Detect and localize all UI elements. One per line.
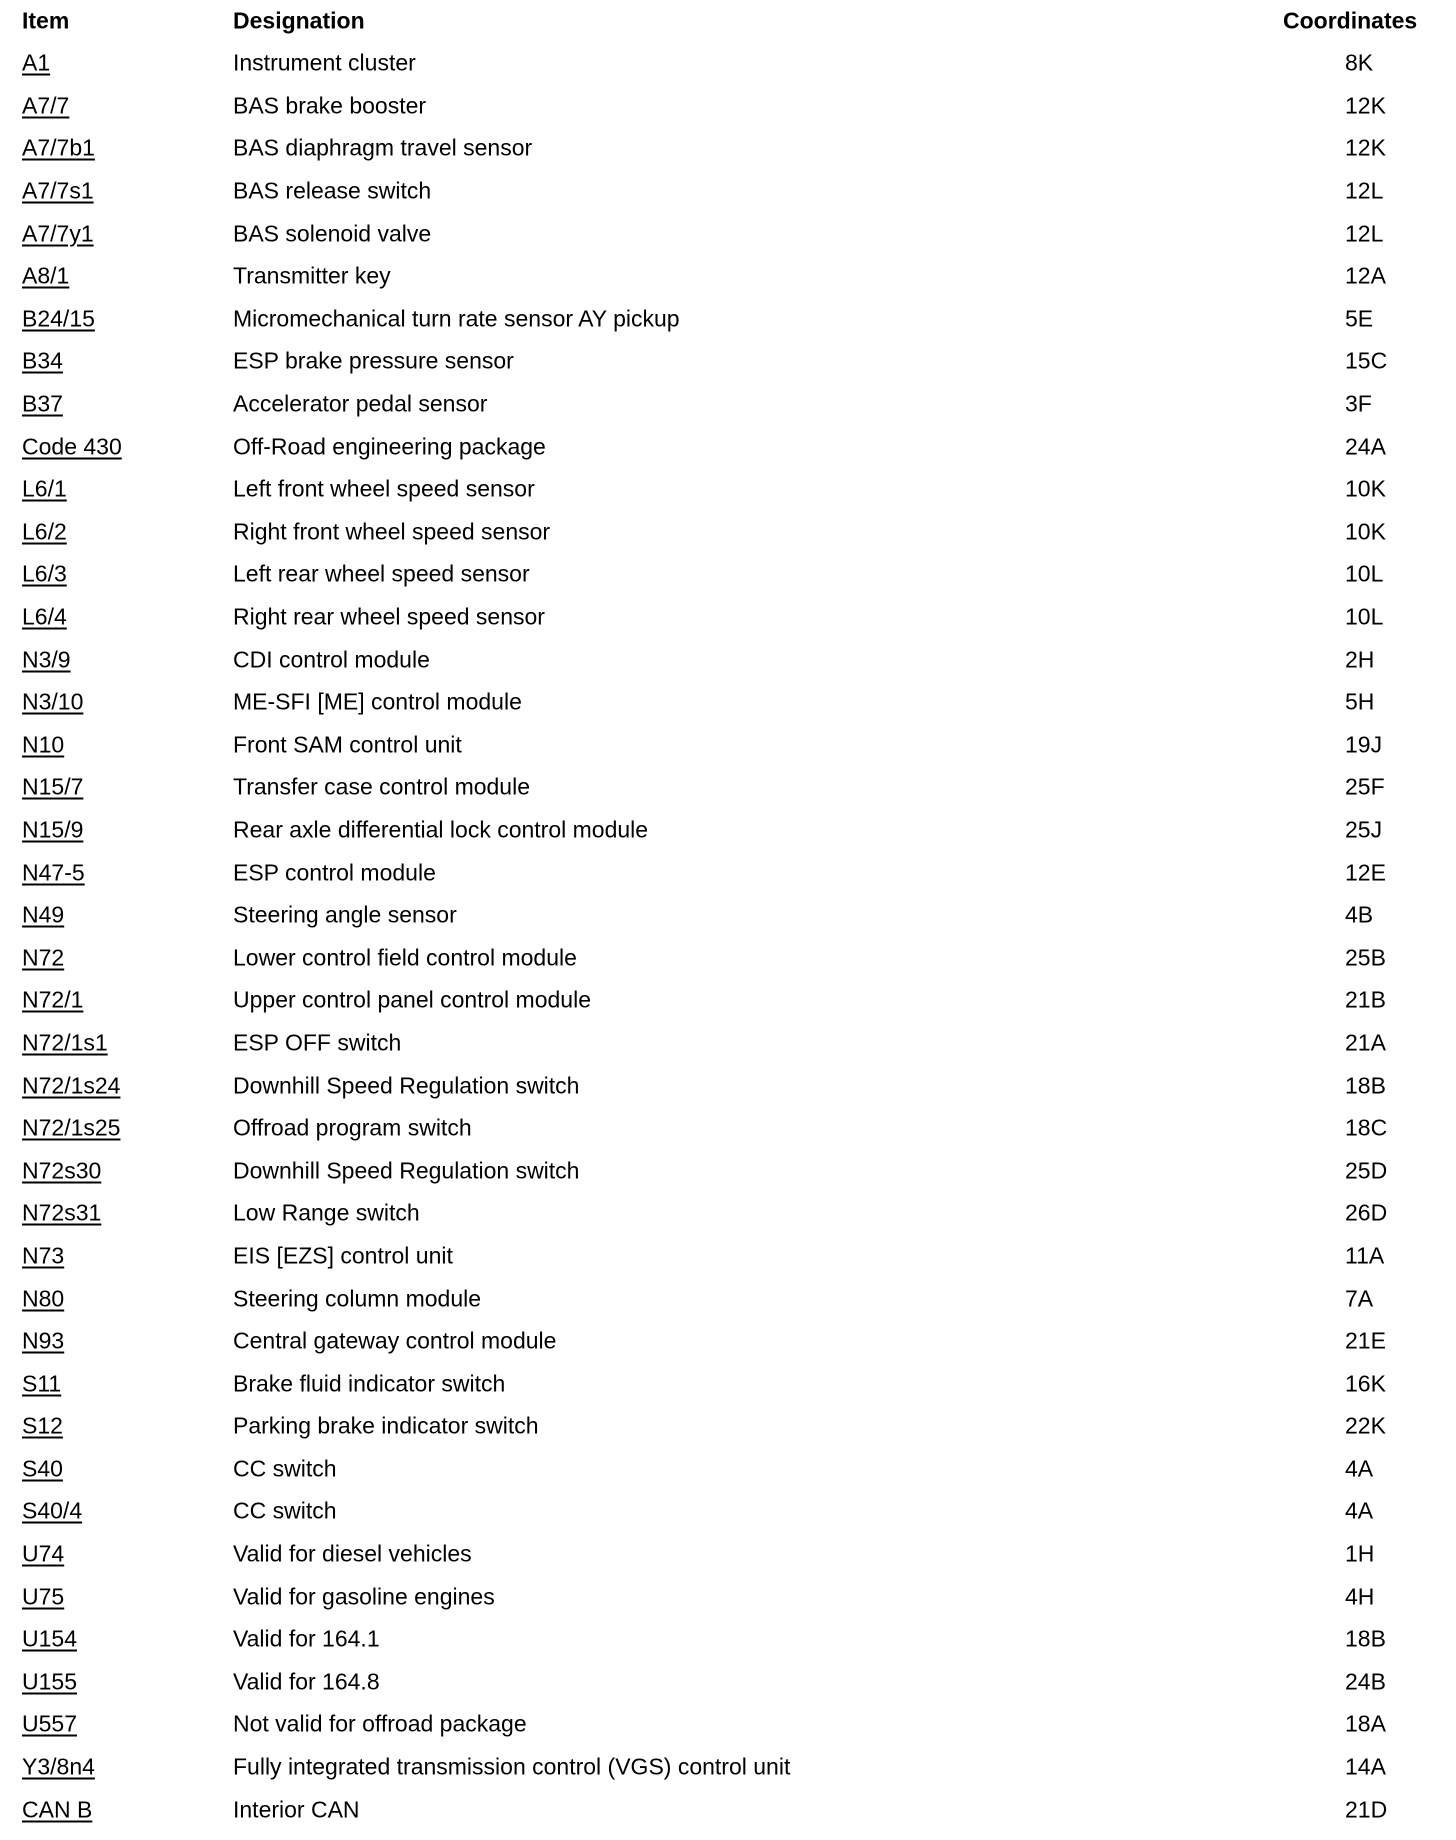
item-link[interactable]: N49 — [22, 901, 65, 928]
designation-cell: BAS solenoid valve — [233, 220, 432, 247]
table-row — [0, 511, 1456, 554]
table-row — [0, 1362, 1456, 1405]
item-link[interactable]: N47-5 — [22, 859, 85, 886]
designation-cell: Accelerator pedal sensor — [233, 390, 488, 417]
table-row — [0, 1533, 1456, 1576]
item-link[interactable]: N72/1s24 — [22, 1072, 121, 1099]
item-cell — [22, 134, 95, 161]
table-row — [0, 340, 1456, 383]
item-cell — [22, 390, 63, 417]
table-row — [0, 1448, 1456, 1491]
coordinates-cell: 14A — [1345, 1753, 1386, 1780]
designation-cell: Off-Road engineering package — [233, 433, 546, 460]
coordinates-cell: 8K — [1345, 49, 1374, 76]
table-row — [0, 1405, 1456, 1448]
item-link[interactable]: U75 — [22, 1583, 65, 1610]
designation-cell: Lower control field control module — [233, 944, 577, 971]
coordinates-cell: 12K — [1345, 134, 1386, 161]
item-cell — [22, 177, 94, 204]
table-row — [0, 170, 1456, 213]
coordinates-cell: 21D — [1345, 1796, 1388, 1823]
designation-cell: Valid for diesel vehicles — [233, 1540, 472, 1567]
designation-cell: ESP brake pressure sensor — [233, 347, 514, 374]
item-link[interactable]: U74 — [22, 1540, 65, 1567]
designation-cell: Transmitter key — [233, 262, 391, 289]
designation-cell: BAS brake booster — [233, 92, 427, 119]
item-column-header: Item — [22, 7, 70, 34]
table-row — [0, 468, 1456, 511]
item-link[interactable]: A7/7b1 — [22, 134, 95, 161]
item-cell — [22, 1031, 108, 1054]
designation-cell: Valid for 164.1 — [233, 1625, 380, 1652]
coordinates-cell: 12A — [1345, 262, 1386, 289]
designation-cell: BAS release switch — [233, 177, 432, 204]
table-row — [0, 1022, 1456, 1065]
designation-cell: EIS [EZS] control unit — [233, 1242, 453, 1269]
item-cell — [22, 648, 71, 671]
coordinates-cell: 4B — [1345, 901, 1374, 928]
item-cell — [22, 307, 95, 330]
item-cell — [22, 1159, 101, 1182]
item-cell — [22, 560, 67, 587]
designation-cell: Downhill Speed Regulation switch — [233, 1157, 580, 1184]
item-cell — [22, 94, 69, 117]
item-link[interactable]: N10 — [22, 731, 65, 758]
item-link[interactable]: B34 — [22, 347, 63, 374]
item-cell — [22, 1287, 64, 1310]
item-link[interactable]: N72/1s1 — [22, 1029, 108, 1056]
designation-cell: Valid for 164.8 — [233, 1668, 380, 1695]
coordinates-cell: 21B — [1345, 986, 1386, 1013]
table-row — [0, 809, 1456, 852]
item-cell — [22, 1585, 64, 1608]
coordinates-cell: 10K — [1345, 475, 1386, 502]
table-row — [0, 1661, 1456, 1704]
item-link[interactable]: N80 — [22, 1285, 65, 1312]
table-row — [0, 851, 1456, 894]
coordinates-cell: 12K — [1345, 92, 1386, 119]
designation-cell: Right rear wheel speed sensor — [233, 603, 545, 630]
designation-cell: CC switch — [233, 1455, 337, 1482]
item-link[interactable]: N72/1 — [22, 986, 84, 1013]
item-link[interactable]: N15/7 — [22, 773, 84, 800]
item-link[interactable]: L6/2 — [22, 518, 67, 545]
designation-cell: Left front wheel speed sensor — [233, 475, 535, 502]
designation-cell: Brake fluid indicator switch — [233, 1370, 506, 1397]
coordinates-cell: 12L — [1345, 220, 1384, 247]
coordinates-cell: 24B — [1345, 1668, 1386, 1695]
item-cell — [22, 262, 70, 289]
coordinates-cell: 24A — [1345, 433, 1386, 460]
table-row — [0, 1618, 1456, 1661]
designation-cell: ESP OFF switch — [233, 1029, 402, 1056]
item-cell — [22, 986, 84, 1013]
table-row — [0, 127, 1456, 170]
item-cell — [22, 861, 85, 884]
table-row — [0, 936, 1456, 979]
designation-cell: Micromechanical turn rate sensor AY pickup — [233, 305, 680, 332]
item-link[interactable]: Y3/8n4 — [22, 1753, 95, 1780]
designation-cell: Not valid for offroad package — [233, 1710, 527, 1737]
item-cell — [22, 435, 122, 458]
table-row — [0, 85, 1456, 128]
item-link[interactable]: CAN B — [22, 1796, 93, 1823]
table-row — [0, 1235, 1456, 1278]
item-cell — [22, 1199, 102, 1226]
designation-cell: Offroad program switch — [233, 1114, 472, 1141]
designation-cell: Instrument cluster — [233, 49, 416, 76]
table-body — [0, 42, 1456, 1831]
item-cell — [22, 1497, 83, 1524]
designation-cell: Upper control panel control module — [233, 986, 591, 1013]
coordinates-cell: 10K — [1345, 518, 1386, 545]
item-link[interactable]: N73 — [22, 1242, 65, 1269]
table-row — [0, 553, 1456, 596]
item-cell — [22, 688, 84, 715]
coordinates-cell: 25D — [1345, 1157, 1388, 1184]
item-cell — [22, 603, 67, 630]
item-link[interactable]: L6/1 — [22, 475, 67, 502]
item-link[interactable]: N3/9 — [22, 646, 71, 673]
designation-cell: CC switch — [233, 1497, 337, 1524]
coordinates-cell: 25J — [1345, 816, 1383, 843]
item-link[interactable]: S11 — [22, 1370, 62, 1397]
item-link[interactable]: S12 — [22, 1412, 63, 1439]
item-cell — [22, 1798, 92, 1821]
coordinates-cell: 4H — [1345, 1583, 1375, 1610]
designation-cell: Transfer case control module — [233, 773, 531, 800]
item-cell — [22, 901, 65, 928]
item-cell — [22, 818, 83, 841]
item-cell — [22, 222, 94, 245]
item-link[interactable]: S40/4 — [22, 1497, 83, 1524]
item-link[interactable]: N72s31 — [22, 1199, 102, 1226]
coordinates-cell: 18A — [1345, 1710, 1386, 1737]
coordinates-cell: 22K — [1345, 1412, 1386, 1439]
coordinates-cell: 21E — [1345, 1327, 1386, 1354]
coordinates-cell: 25F — [1345, 773, 1385, 800]
designation-cell: Interior CAN — [233, 1796, 360, 1823]
table-row — [0, 1277, 1456, 1320]
designation-cell: Parking brake indicator switch — [233, 1412, 539, 1439]
table-row — [0, 383, 1456, 426]
table-row — [0, 596, 1456, 639]
item-cell — [22, 475, 67, 502]
designation-cell: Steering column module — [233, 1285, 482, 1312]
item-link[interactable]: U155 — [22, 1668, 77, 1695]
designation-cell: ME-SFI [ME] control module — [233, 688, 522, 715]
designation-cell: Low Range switch — [233, 1199, 420, 1226]
designation-cell: Fully integrated transmission control (VGS) control unit — [233, 1753, 791, 1780]
coordinates-cell: 16K — [1345, 1370, 1386, 1397]
item-link[interactable]: N72s30 — [22, 1157, 102, 1184]
coordinates-cell: 18B — [1345, 1625, 1386, 1652]
coordinates-cell: 11A — [1345, 1242, 1385, 1269]
table-row — [0, 766, 1456, 809]
item-link[interactable]: B24/15 — [22, 305, 95, 332]
item-cell — [22, 733, 64, 756]
designation-cell: Left rear wheel speed sensor — [233, 560, 530, 587]
item-cell — [22, 946, 64, 969]
designation-cell: Right front wheel speed sensor — [233, 518, 551, 545]
designation-cell: Valid for gasoline engines — [233, 1583, 495, 1610]
table-row — [0, 1575, 1456, 1618]
designation-cell: Front SAM control unit — [233, 731, 462, 758]
item-cell — [22, 1540, 65, 1567]
table-header-row — [0, 0, 1456, 42]
designation-column-header: Designation — [233, 7, 365, 34]
table-row — [0, 1703, 1456, 1746]
table-row — [0, 42, 1456, 85]
item-link[interactable]: U154 — [22, 1625, 77, 1652]
coordinates-cell: 18C — [1345, 1114, 1388, 1141]
coordinates-cell: 12E — [1345, 859, 1386, 886]
item-cell — [22, 1074, 120, 1097]
coordinates-cell: 12L — [1345, 177, 1384, 204]
table-row — [0, 1320, 1456, 1363]
table-row — [0, 724, 1456, 767]
item-link[interactable]: L6/4 — [22, 603, 67, 630]
item-cell — [22, 1114, 121, 1141]
item-cell — [22, 1457, 63, 1480]
item-cell — [22, 1670, 77, 1693]
table-row — [0, 1490, 1456, 1533]
table-row — [0, 1788, 1456, 1831]
table-row — [0, 894, 1456, 937]
table-row — [0, 1064, 1456, 1107]
item-link[interactable]: A1 — [22, 49, 51, 76]
item-link[interactable]: N72 — [22, 944, 65, 971]
item-link[interactable]: A8/1 — [22, 262, 70, 289]
designation-cell: ESP control module — [233, 859, 436, 886]
table-row — [0, 681, 1456, 724]
item-link[interactable]: B37 — [22, 390, 63, 417]
coordinates-column-header: Coordinates — [1283, 7, 1418, 34]
table-row — [0, 638, 1456, 681]
designation-cell: Steering angle sensor — [233, 901, 457, 928]
table-row — [0, 425, 1456, 468]
designation-cell: Rear axle differential lock control module — [233, 816, 649, 843]
item-cell — [22, 1625, 77, 1652]
designation-cell: Downhill Speed Regulation switch — [233, 1072, 580, 1099]
item-link[interactable]: N72/1s25 — [22, 1114, 121, 1141]
item-link[interactable]: A7/7y1 — [22, 220, 94, 247]
coordinates-cell: 5E — [1345, 305, 1374, 332]
item-link[interactable]: N3/10 — [22, 688, 84, 715]
item-cell — [22, 1327, 65, 1354]
table-row — [0, 298, 1456, 341]
item-cell — [22, 347, 63, 374]
item-link[interactable]: A7/7s1 — [22, 177, 94, 204]
item-link[interactable]: S40 — [22, 1455, 63, 1482]
item-cell — [22, 773, 84, 800]
item-cell — [22, 520, 67, 543]
table-row — [0, 212, 1456, 255]
coordinates-cell: 10L — [1345, 603, 1384, 630]
coordinates-cell: 10L — [1345, 560, 1384, 587]
designation-cell: Central gateway control module — [233, 1327, 557, 1354]
coordinates-cell: 25B — [1345, 944, 1386, 971]
item-link[interactable]: U557 — [22, 1710, 77, 1737]
coordinates-cell: 19J — [1345, 731, 1383, 758]
item-cell — [22, 49, 51, 76]
coordinates-cell: 18B — [1345, 1072, 1386, 1099]
item-link[interactable]: L6/3 — [22, 560, 67, 587]
coordinates-cell: 21A — [1345, 1029, 1386, 1056]
table-row — [0, 979, 1456, 1022]
coordinates-cell: 4A — [1345, 1455, 1374, 1482]
item-link[interactable]: N93 — [22, 1327, 65, 1354]
coordinates-cell: 1H — [1345, 1540, 1375, 1567]
coordinates-cell: 26D — [1345, 1199, 1388, 1226]
item-link[interactable]: Code 430 — [22, 433, 122, 460]
table-row — [0, 1746, 1456, 1789]
table-row — [0, 1192, 1456, 1235]
designation-cell: CDI control module — [233, 646, 430, 673]
item-cell — [22, 1753, 95, 1780]
table-row — [0, 1149, 1456, 1192]
item-link[interactable]: N15/9 — [22, 816, 84, 843]
item-cell — [22, 1244, 64, 1267]
item-cell — [22, 1372, 61, 1395]
table-row — [0, 1107, 1456, 1150]
coordinates-cell: 15C — [1345, 347, 1388, 374]
item-cell — [22, 1412, 63, 1439]
item-cell — [22, 1710, 77, 1737]
coordinates-cell: 4A — [1345, 1497, 1374, 1524]
item-link[interactable]: A7/7 — [22, 92, 70, 119]
coordinates-cell: 3F — [1345, 390, 1372, 417]
coordinates-cell: 5H — [1345, 688, 1375, 715]
table-row — [0, 255, 1456, 298]
designation-cell: BAS diaphragm travel sensor — [233, 134, 533, 161]
coordinates-cell: 7A — [1345, 1285, 1374, 1312]
coordinates-cell: 2H — [1345, 646, 1375, 673]
